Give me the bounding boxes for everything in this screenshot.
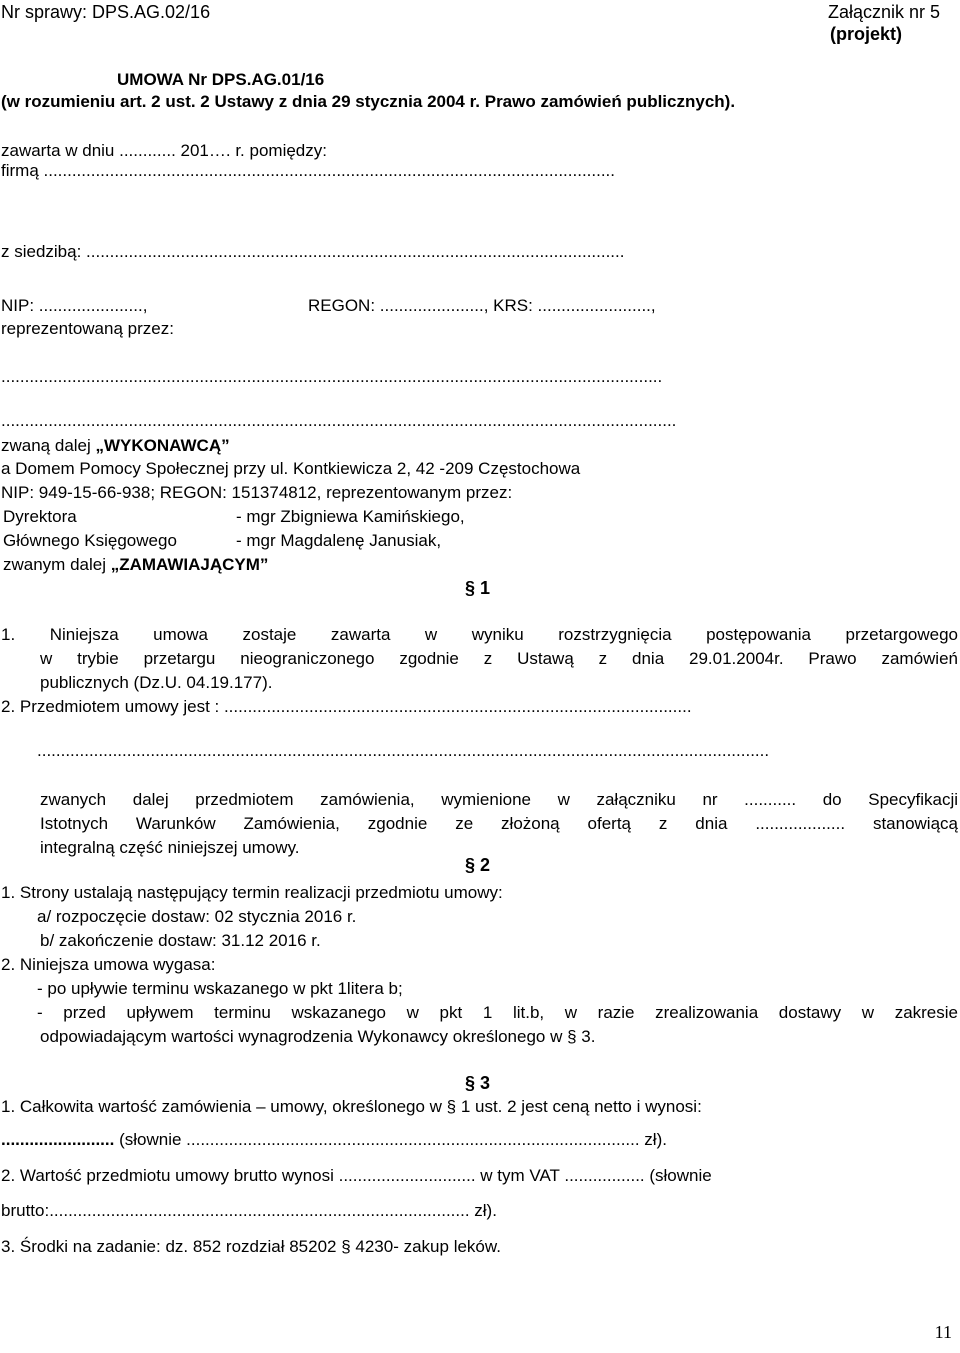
contractor-called: zwaną dalej „WYKONAWCĄ” (1, 436, 230, 455)
director-role: Dyrektora (3, 507, 77, 526)
firm-line: firmą ......................................................................................................................... (1, 161, 616, 180)
seat-line: z siedzibą: .................................................................................................................. (1, 242, 625, 261)
client-name: „ZAMAWIAJĄCYM” (110, 555, 269, 574)
represented-by: reprezentowaną przez: (1, 319, 174, 338)
s3-p1: 1. Całkowita wartość zamówienia – umowy, określonego w § 1 ust. 2 jest ceną netto i wynosi: (1, 1097, 702, 1116)
s2-expiry-1: - po upływie terminu wskazanego w pkt 1litera b; (37, 979, 403, 998)
director-name: - mgr Zbigniewa Kamińskiego, (236, 507, 465, 526)
s2-start-date: a/ rozpoczęcie dostaw: 02 stycznia 2016 r. (37, 907, 357, 926)
s1-p2: 2. Przedmiotem umowy jest : ................................................................................................... (1, 697, 692, 716)
contract-subtitle: (w rozumieniu art. 2 ust. 2 Ustawy z dnia 29 stycznia 2004 r. Prawo zamówień publicznych). (1, 92, 736, 111)
s1-p2-dots: ........................................................................................................................................................... (37, 741, 770, 760)
s2-end-date: b/ zakończenie dostaw: 31.12 2016 r. (40, 931, 321, 950)
concluded-on: zawarta w dniu ............ 201…. r. pomiędzy: (1, 141, 327, 160)
accountant-name: - mgr Magdalenę Janusiak, (236, 531, 442, 550)
page-number: 11 (934, 1322, 952, 1342)
contract-title: UMOWA Nr DPS.AG.01/16 (117, 70, 325, 89)
client-address: a Domem Pomocy Społecznej przy ul. Kontkiewicza 2, 42 -209 Częstochowa (1, 459, 581, 478)
s1-p1-line2: w trybie przetargu nieograniczonego zgodnie z Ustawą z dnia 29.01.2004r. Prawo zamówień (40, 649, 958, 668)
s1-p3-line1: zwanych dalej przedmiotem zamówienia, wymienione w załączniku nr ........... do Specyfikacji (40, 790, 958, 809)
s1-p3-line2: Istotnych Warunków Zamówienia, zgodnie ze złożoną ofertą z dnia ................... stanowiącą (40, 814, 958, 833)
net-amount-words: (słownie ................................................................................................ zł). (114, 1130, 667, 1149)
representative-dots-2: ............................................................................................................................................... (1, 411, 677, 430)
client-called: zwanym dalej „ZAMAWIAJĄCYM” (3, 555, 269, 574)
accountant-role: Głównego Księgowego (3, 531, 177, 550)
s2-p2: 2. Niniejsza umowa wygasa: (1, 955, 216, 974)
s3-p2-cont: brutto:......................................................................................... zł). (1, 1201, 497, 1220)
s3-p2: 2. Wartość przedmiotu umowy brutto wynosi ............................. w tym VAT ................. (słownie (1, 1166, 712, 1185)
s3-p1-amount (1, 1130, 667, 1150)
draft-label: (projekt) (830, 24, 902, 44)
section-2-heading: § 2 (465, 855, 491, 875)
s2-p1: 1. Strony ustalają następujący termin realizacji przedmiotu umowy: (1, 883, 503, 902)
contractor-name: „WYKONAWCĄ” (95, 436, 230, 455)
s1-p3-line3: integralną część niniejszej umowy. (40, 838, 300, 857)
s3-p3: 3. Środki na zadanie: dz. 852 rozdział 85202 § 4230- zakup leków. (1, 1237, 501, 1256)
section-1-heading: § 1 (465, 578, 491, 598)
s2-expiry-2: - przed upływem terminu wskazanego w pkt 1 lit.b, w razie zrealizowania dostawy w zakresie (37, 1003, 958, 1022)
s1-p1-line1: 1. Niniejsza umowa zostaje zawarta w wyniku rozstrzygnięcia postępowania przetargowego (1, 625, 958, 644)
representative-dots-1: ............................................................................................................................................ (1, 367, 663, 386)
case-number: Nr sprawy: DPS.AG.02/16 (1, 2, 211, 22)
nip-field: NIP: ......................, (1, 296, 148, 315)
client-ids: NIP: 949-15-66-938; REGON: 151374812, reprezentowanym przez: (1, 483, 513, 502)
annex-label: Załącznik nr 5 (827, 2, 940, 22)
regon-krs-field: REGON: ......................, KRS: ........................, (308, 296, 656, 315)
s2-expiry-2-cont: odpowiadającym wartości wynagrodzenia Wykonawcy określonego w § 3. (40, 1027, 596, 1046)
net-amount: ........................ (1, 1130, 115, 1149)
s1-p1-line3: publicznych (Dz.U. 04.19.177). (40, 673, 273, 692)
section-3-heading: § 3 (465, 1073, 491, 1093)
